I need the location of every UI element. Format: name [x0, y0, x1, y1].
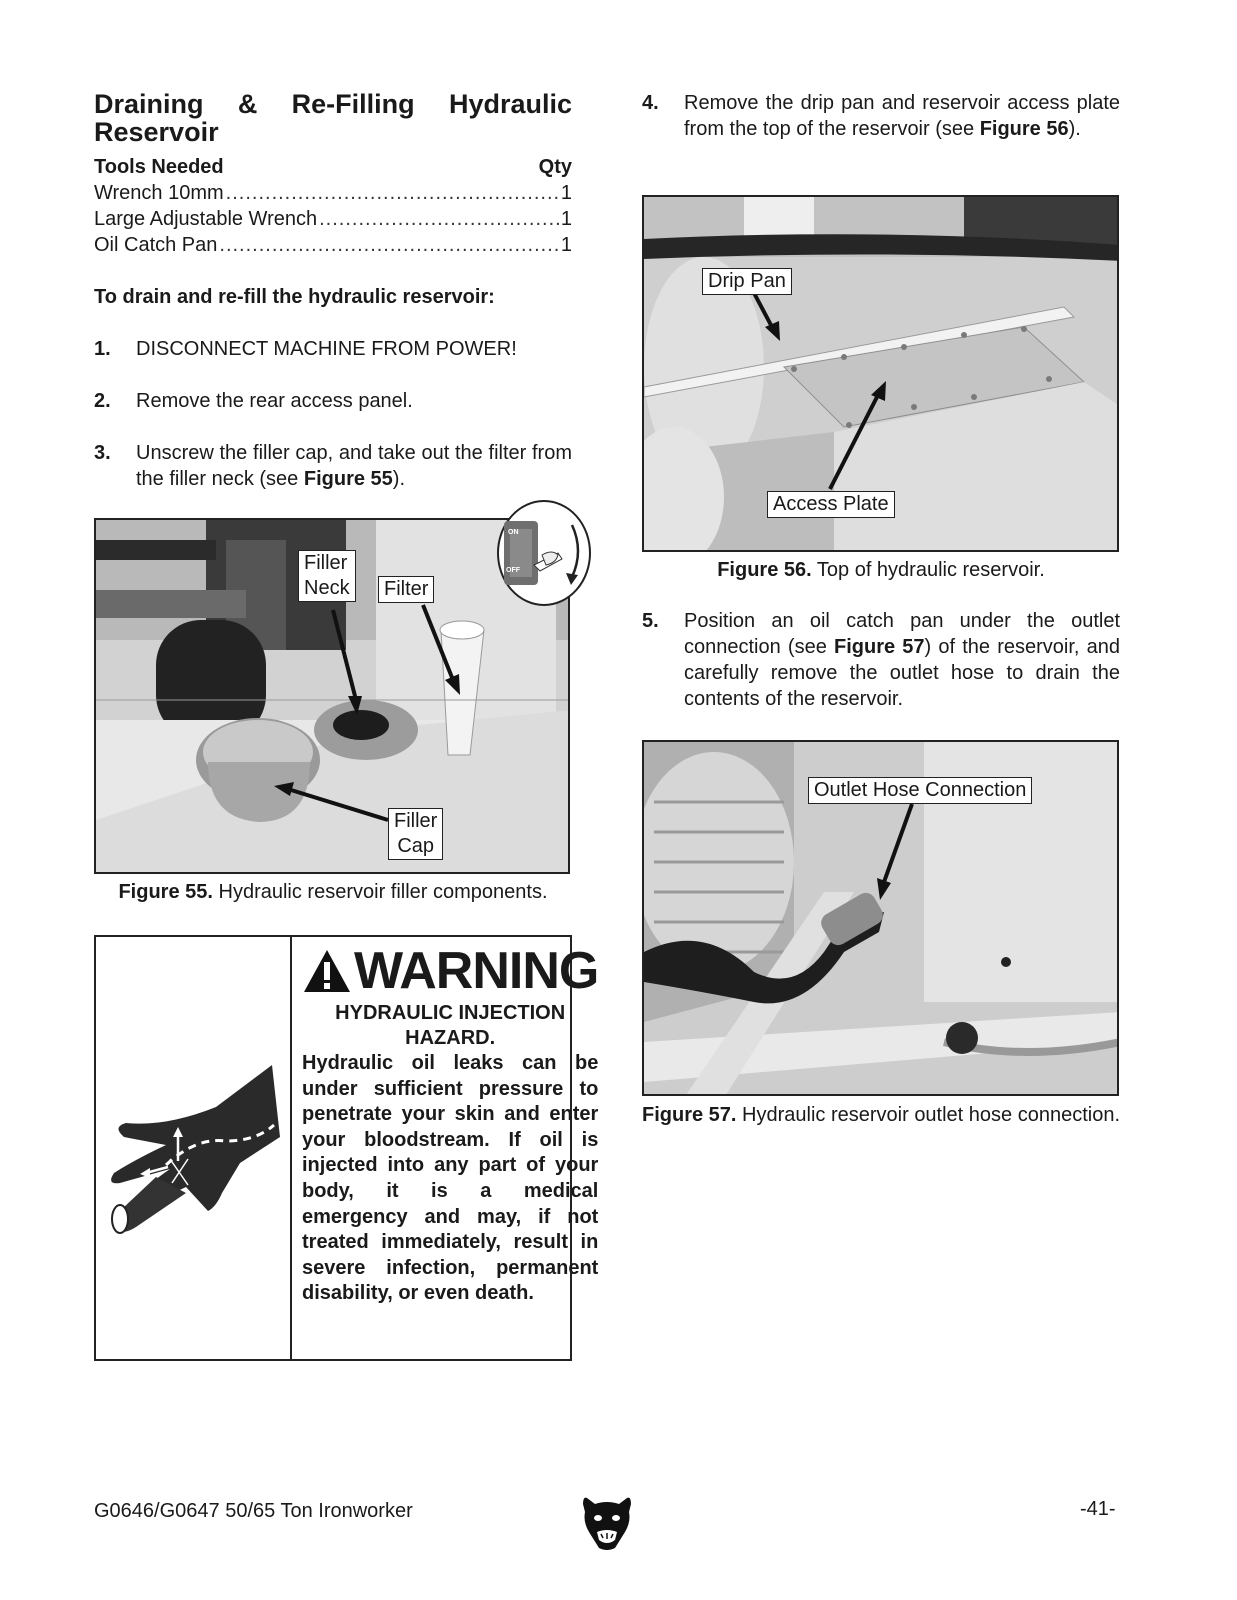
- figure-57-label: Figure 57.: [642, 1104, 737, 1126]
- callout-filler-cap: Filler Cap: [388, 808, 443, 860]
- step-number: 5.: [642, 610, 659, 632]
- tool-qty: 1: [560, 234, 572, 256]
- step-number: 3.: [94, 442, 111, 464]
- callout-drip-pan: Drip Pan: [702, 268, 792, 295]
- tool-qty: 1: [560, 208, 572, 230]
- figure-57-photo: [642, 740, 1119, 1096]
- tool-name: Oil Catch Pan: [94, 234, 218, 256]
- warning-title: [302, 943, 598, 999]
- bear-logo-icon: [581, 1494, 633, 1557]
- step-number: 2.: [94, 390, 111, 412]
- figure-55-text: Hydraulic reservoir filler components.: [218, 881, 548, 903]
- procedure-lead: To drain and re-fill the hydraulic reservoir:: [94, 286, 495, 308]
- footer-model: G0646/G0647 50/65 Ton Ironworker: [94, 1500, 413, 1522]
- tools-header-label: Tools Needed: [94, 156, 224, 178]
- step-number: 4.: [642, 92, 659, 114]
- warning-body: Hydraulic oil leaks can be under sufficient pressure to penetrate your skin and enter your bloodstream. If oil is injected into any part of your body, it is a medical emergency and may, if not treated immediately, result in severe infection, permanent disability, or even death.: [302, 1052, 599, 1305]
- step-text: Unscrew the filler cap, and take out the filter from the filler neck (see Figure 55).: [136, 442, 572, 490]
- figure-56-label: Figure 56.: [717, 559, 812, 581]
- figure-55-label: Figure 55.: [118, 881, 213, 903]
- hand-hazard-icon: [96, 937, 290, 1359]
- step-text: Remove the drip pan and reservoir access plate from the top of the reservoir (see Figure 56).: [684, 92, 1120, 140]
- warning-text-column: [292, 937, 606, 1359]
- power-switch-inset: [496, 499, 592, 607]
- step-5: [642, 608, 1120, 712]
- warning-title-text: WARNING: [354, 942, 599, 1000]
- figure-reference: Figure 57: [834, 636, 925, 658]
- right-column: [642, 90, 1120, 142]
- step-text: Position an oil catch pan under the outlet connection (see Figure 57) of the reservoir, and carefully remove the outlet hose to drain the contents of the reservoir.: [684, 610, 1121, 710]
- step-3: [94, 440, 572, 492]
- callout-filter: Filter: [378, 576, 434, 603]
- step-1: [94, 336, 572, 362]
- step-2: [94, 388, 572, 414]
- figure-57-caption: [642, 1102, 1120, 1128]
- tool-row: [94, 180, 572, 206]
- step-number: 1.: [94, 338, 111, 360]
- section-title: Draining & Re-Filling Hydraulic Reservoir: [94, 89, 572, 147]
- tool-row: [94, 232, 572, 258]
- warning-hazard-name: HYDRAULIC INJECTION HAZARD.: [335, 1002, 566, 1049]
- tool-name: Wrench 10mm: [94, 182, 224, 204]
- tool-name: Large Adjustable Wrench: [94, 208, 318, 230]
- step-4: [642, 90, 1120, 142]
- step-text: DISCONNECT MACHINE FROM POWER!: [136, 338, 517, 360]
- tool-row: [94, 206, 572, 232]
- footer-page-number: -41-: [1080, 1498, 1116, 1520]
- step-text: Remove the rear access panel.: [136, 390, 413, 412]
- figure-56-caption: [642, 557, 1120, 583]
- callout-access-plate: Access Plate: [767, 491, 895, 518]
- figure-56-text: Top of hydraulic reservoir.: [816, 559, 1045, 581]
- switch-off-label: OFF: [506, 567, 520, 574]
- warning-box: [94, 935, 599, 1361]
- qty-header-label: Qty: [538, 156, 572, 178]
- figure-reference: Figure 55: [303, 468, 393, 490]
- figure-55-caption: [94, 879, 572, 905]
- callout-outlet-hose-connection: Outlet Hose Connection: [808, 777, 1032, 804]
- injection-hazard-illustration: [96, 937, 292, 1359]
- tools-needed-list: [94, 154, 572, 258]
- switch-on-label: ON: [508, 529, 519, 536]
- figure-56-photo: [642, 195, 1119, 552]
- tool-qty: 1: [560, 182, 572, 204]
- left-column: [94, 90, 572, 492]
- tools-header: [94, 154, 572, 180]
- warning-triangle-icon: [302, 948, 352, 994]
- figure-reference: Figure 56: [979, 118, 1069, 140]
- figure-57-text: Hydraulic reservoir outlet hose connection.: [742, 1104, 1121, 1126]
- callout-filler-neck: Filler Neck: [298, 550, 356, 602]
